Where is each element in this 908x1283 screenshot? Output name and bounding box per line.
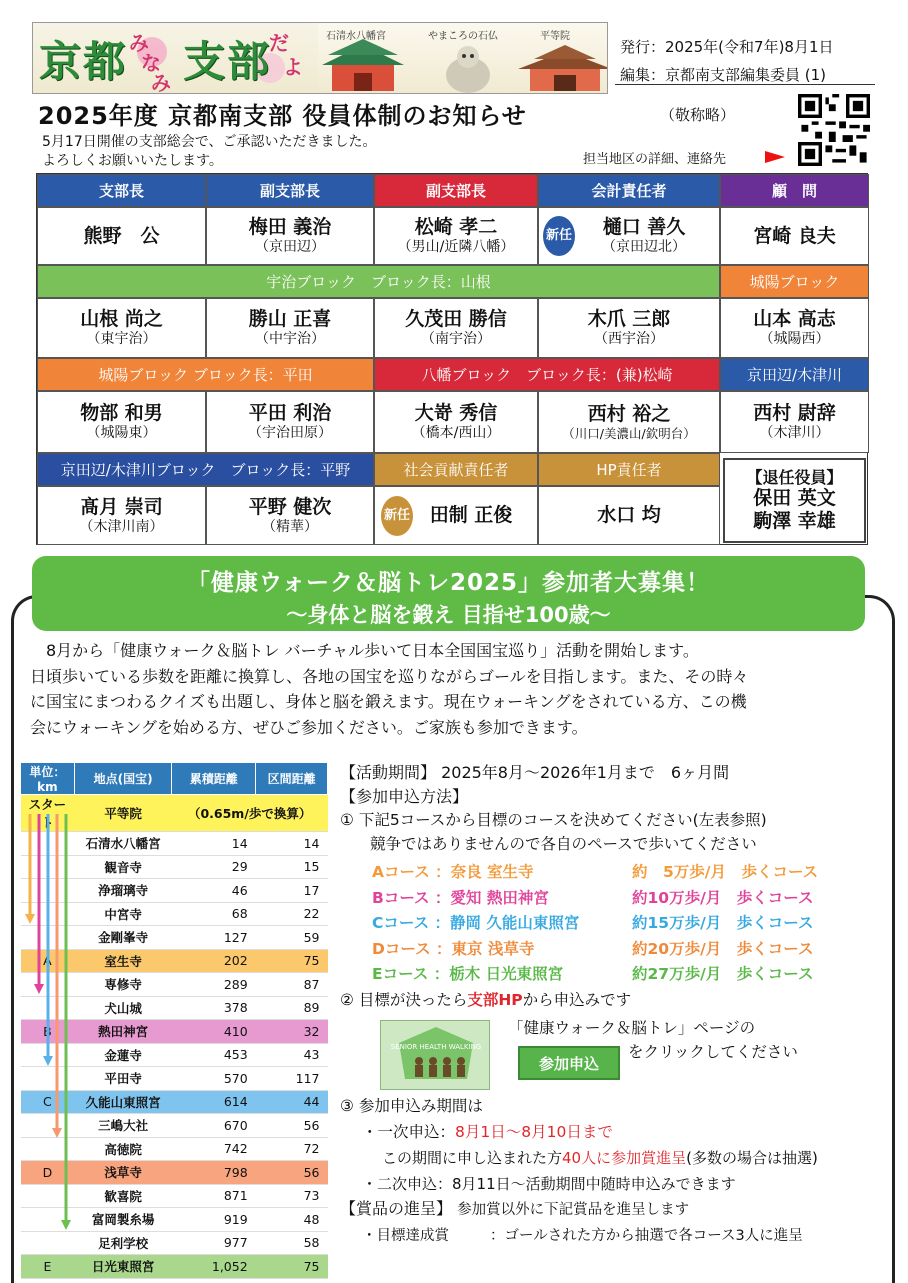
role-header: HP責任者 xyxy=(538,453,720,486)
course-row xyxy=(21,1090,328,1114)
new-badge: 新任 xyxy=(543,216,575,256)
course-mark xyxy=(21,1208,75,1232)
course-row xyxy=(21,1114,328,1138)
segment-distance: 59 xyxy=(256,926,328,950)
place-name: 熱田神宮 xyxy=(74,1020,172,1044)
officer-cell xyxy=(374,298,538,358)
course-mark xyxy=(21,1184,75,1208)
course-row xyxy=(21,879,328,903)
course-mark xyxy=(21,902,75,926)
page-title: 2025年度 京都南支部 役員体制のお知らせ xyxy=(38,102,527,130)
place-name: 金蓮寺 xyxy=(74,1043,172,1067)
place-name: 平田寺 xyxy=(74,1067,172,1091)
place-name: 石清水八幡宮 xyxy=(74,832,172,856)
officer-cell xyxy=(538,207,720,265)
role-header: 副支部長 xyxy=(206,174,374,207)
officer-area: （西宇治） xyxy=(594,331,664,347)
cumulative-distance: 410 xyxy=(172,1020,256,1044)
banner-title: 「健康ウォーク＆脳トレ2025」参加者大募集！ xyxy=(186,570,711,596)
first-application-note xyxy=(382,1148,818,1169)
illustration-caption: やまころの石仏 xyxy=(428,31,498,42)
place-name: 久能山東照宮 xyxy=(74,1090,172,1114)
officer-name: 大嵜 秀信 xyxy=(414,402,498,425)
step-1-note: 競争ではありませんので各自のペースで歩いてください xyxy=(370,835,757,853)
place-name: 浄瑠璃寺 xyxy=(74,879,172,903)
start-label: スタート xyxy=(21,795,75,832)
segment-distance: 48 xyxy=(256,1208,328,1232)
campaign-description xyxy=(30,638,880,740)
officer-cell xyxy=(720,207,869,265)
officer-area: （東宇治） xyxy=(86,331,157,347)
segment-distance: 89 xyxy=(256,996,328,1020)
step-1: ① 下記5コースから目標のコースを決めてください(左表参照) xyxy=(340,811,767,829)
officer-cell xyxy=(206,486,374,545)
block-header: 京田辺/木津川 xyxy=(720,358,869,391)
course-row xyxy=(21,1137,328,1161)
course-mark xyxy=(21,1114,75,1138)
officer-cell xyxy=(538,391,720,453)
course-mark xyxy=(21,1231,75,1255)
officer-name: 久茂田 勝信 xyxy=(405,308,507,331)
logo-char: よ xyxy=(283,55,305,79)
officer-area: （木津川） xyxy=(759,425,830,441)
cumulative-distance: 919 xyxy=(172,1208,256,1232)
first-application-dates: 8月1日～8月10日まで xyxy=(455,1123,613,1141)
role-header: 社会貢献責任者 xyxy=(374,453,538,486)
officer-name: 梅田 義治 xyxy=(248,216,332,239)
officer-area: （城陽西） xyxy=(759,331,830,347)
place-name: 犬山城 xyxy=(74,996,172,1020)
officer-name: 樋口 善久 xyxy=(602,216,686,239)
cumulative-distance: 798 xyxy=(172,1161,256,1185)
walking-people-icon xyxy=(381,1021,491,1091)
place-name: 中宮寺 xyxy=(74,902,172,926)
officer-name: 勝山 正喜 xyxy=(248,308,332,331)
application-method: 【参加申込方法】 xyxy=(340,787,469,806)
place-name: 高徳院 xyxy=(74,1137,172,1161)
col-header: 区間距離 xyxy=(256,763,328,795)
cumulative-distance: 68 xyxy=(172,902,256,926)
step-2 xyxy=(340,990,631,1012)
col-header: 累積距離 xyxy=(172,763,256,795)
course-row xyxy=(21,1161,328,1185)
qr-code-icon[interactable] xyxy=(798,94,870,166)
officer-cell xyxy=(538,486,720,545)
description-line: に国宝にまつわるクイズも出題し、身体と脳を鍛えます。現在ウォーキングをされている方、この機 xyxy=(30,692,747,711)
prize-head: 【賞品の進呈】 xyxy=(340,1199,453,1218)
logo-char: だ xyxy=(269,31,291,55)
campaign-banner xyxy=(32,556,865,631)
course-mark: A xyxy=(21,949,75,973)
officer-name: 田制 正俊 xyxy=(429,504,513,527)
officer-area: （京田辺） xyxy=(255,239,325,255)
cumulative-distance: 614 xyxy=(172,1090,256,1114)
cumulative-distance: 127 xyxy=(172,926,256,950)
course-mark xyxy=(21,1067,75,1091)
block-header: 八幡ブロック ブロック長：(兼)松崎 xyxy=(374,358,720,391)
step-2-post: から申込みです xyxy=(522,991,632,1009)
course-name: Aコース ：奈良 室生寺 xyxy=(372,863,534,881)
banner-subtitle: ～身体と脳を鍛え 目指せ100歳～ xyxy=(286,603,611,627)
course-name: Dコース ：東京 浅草寺 xyxy=(372,939,535,958)
logo-char: 都 xyxy=(83,37,128,86)
cumulative-distance: 1,052 xyxy=(172,1255,256,1279)
place-name: 三嶋大社 xyxy=(74,1114,172,1138)
course-steps: 約10万歩/月 歩くコース xyxy=(632,888,814,907)
course-name: Bコース ：愛知 熱田神宮 xyxy=(372,888,549,907)
goal-award: ・目標達成賞 xyxy=(362,1228,449,1244)
course-table xyxy=(20,762,328,1279)
goal-award-text: ：ゴールされた方から抽選で各コース3人に進呈 xyxy=(490,1228,803,1244)
note-post: (多数の場合は抽選) xyxy=(686,1149,818,1167)
course-row xyxy=(21,996,328,1020)
new-badge: 新任 xyxy=(381,496,413,536)
first-application xyxy=(362,1122,613,1144)
header-divider xyxy=(615,84,875,85)
course-mark xyxy=(21,926,75,950)
course-mark: D xyxy=(21,1161,75,1185)
course-row xyxy=(21,1067,328,1091)
logo-char: な xyxy=(141,51,163,75)
segment-distance: 73 xyxy=(256,1184,328,1208)
logo-char: み xyxy=(151,71,173,94)
course-row xyxy=(21,832,328,856)
officer-area: （川口/美濃山/欽明台） xyxy=(562,425,696,441)
course-steps: 約15万歩/月 歩くコース xyxy=(632,914,814,932)
contact-note: 担当地区の詳細、連絡先 xyxy=(583,152,727,167)
course-steps: 約 5万歩/月 歩くコース xyxy=(632,863,819,881)
officer-area: （中宇治） xyxy=(255,331,325,347)
course-mark xyxy=(21,973,75,997)
segment-distance: 44 xyxy=(256,1090,328,1114)
block-header: 城陽ブロック xyxy=(720,265,869,298)
officer-name: 熊野 公 xyxy=(83,224,160,247)
col-header: 地点(国宝) xyxy=(74,763,172,795)
logo-char: 部 xyxy=(227,37,272,86)
masthead-logo xyxy=(32,22,608,94)
officer-name: 西村 裕之 xyxy=(587,403,671,426)
honorific-note: （敬称略） xyxy=(660,106,736,124)
officer-name: 物部 和男 xyxy=(80,402,163,425)
course-mark: E xyxy=(21,1255,75,1279)
course-name: Cコース ：静岡 久能山東照宮 xyxy=(372,914,580,932)
officer-area: （橋本/西山） xyxy=(411,425,501,441)
officer-name: 木爪 三郎 xyxy=(587,308,671,331)
editor-credit: 編集：京都南支部編集委員 (1) xyxy=(620,66,827,84)
course-row xyxy=(21,855,328,879)
segment-distance: 75 xyxy=(256,1255,328,1279)
place-name: 専修寺 xyxy=(74,973,172,997)
course-row xyxy=(21,1208,328,1232)
course-mark: B xyxy=(21,1020,75,1044)
cumulative-distance: 378 xyxy=(172,996,256,1020)
retired-name: 駒澤 幸雄 xyxy=(753,510,836,533)
course-steps: 約27万歩/月 歩くコース xyxy=(632,965,814,983)
retired-name: 保田 英文 xyxy=(753,487,836,510)
officer-area: （城陽東） xyxy=(86,425,157,441)
officer-cell xyxy=(37,298,206,358)
apply-button[interactable]: 参加申込 xyxy=(518,1046,620,1080)
cumulative-distance: 29 xyxy=(172,855,256,879)
place-name: 室生寺 xyxy=(74,949,172,973)
segment-distance: 17 xyxy=(256,879,328,903)
segment-distance: 22 xyxy=(256,902,328,926)
officer-area: （男山/近隣八幡） xyxy=(397,239,515,255)
course-row xyxy=(21,973,328,997)
retired-title: 【退任役員】 xyxy=(746,468,843,488)
branch-hp-link[interactable]: 支部HP xyxy=(467,991,523,1009)
block-header: 城陽ブロック ブロック長：平田 xyxy=(37,358,374,391)
role-header: 顧 問 xyxy=(720,174,869,207)
description-line: 8月から「健康ウォーク＆脳トレ バーチャル歩いて日本全国国宝巡り」活動を開始します。 xyxy=(30,641,699,660)
logo-char: 京 xyxy=(39,37,84,86)
block-header: 京田辺/木津川ブロック ブロック長：平野 xyxy=(37,453,374,486)
course-mark xyxy=(21,879,75,903)
officer-cell xyxy=(206,207,374,265)
officer-cell xyxy=(720,298,869,358)
note-award: 40人に参加賞進呈 xyxy=(562,1149,687,1167)
place-name: 浅草寺 xyxy=(74,1161,172,1185)
officer-cell xyxy=(374,207,538,265)
segment-distance: 72 xyxy=(256,1137,328,1161)
cumulative-distance: 742 xyxy=(172,1137,256,1161)
hp-thumbnail[interactable] xyxy=(380,1020,490,1090)
segment-distance: 43 xyxy=(256,1043,328,1067)
cumulative-distance: 977 xyxy=(172,1231,256,1255)
course-mark xyxy=(21,1043,75,1067)
col-header: 単位：km xyxy=(21,763,75,795)
officer-area: （木津川南） xyxy=(79,518,164,535)
cumulative-distance: 14 xyxy=(172,832,256,856)
officer-cell xyxy=(37,391,206,453)
segment-distance: 117 xyxy=(256,1067,328,1091)
step-3: ③ 参加申込み期間は xyxy=(340,1097,483,1115)
illustration-caption: 石清水八幡宮 xyxy=(326,31,386,42)
officer-name: 水口 均 xyxy=(597,504,661,527)
role-header: 支部長 xyxy=(37,174,206,207)
officer-grid xyxy=(36,173,868,545)
retired-officers-box xyxy=(723,458,866,543)
block-header: 宇治ブロック ブロック長：山根 xyxy=(37,265,720,298)
officer-name: 山本 高志 xyxy=(753,308,836,331)
prize-text: 参加賞以外に下記賞品を進呈します xyxy=(457,1202,690,1218)
place-name: 歓喜院 xyxy=(74,1184,172,1208)
course-row xyxy=(21,1184,328,1208)
course-row xyxy=(21,902,328,926)
officer-area: （宇治田原） xyxy=(248,425,332,441)
course-row xyxy=(21,1043,328,1067)
officer-cell xyxy=(37,207,206,265)
course-row xyxy=(21,926,328,950)
officer-name: 松崎 孝二 xyxy=(414,216,498,239)
officer-cell xyxy=(374,486,538,545)
intro-line: よろしくお願いいたします。 xyxy=(42,153,223,169)
segment-distance: 58 xyxy=(256,1231,328,1255)
note-pre: この期間に申し込まれた方 xyxy=(382,1149,563,1167)
course-mark xyxy=(21,855,75,879)
prize-heading xyxy=(340,1198,689,1220)
officer-name: 西村 尉辞 xyxy=(753,402,836,425)
start-row xyxy=(21,795,328,832)
illustration-caption: 平等院 xyxy=(540,31,570,42)
segment-distance: 56 xyxy=(256,1114,328,1138)
click-instruction: をクリックしてください xyxy=(628,1043,798,1061)
course-mark xyxy=(21,996,75,1020)
start-note: （0.65m/歩で換算） xyxy=(172,795,328,832)
masthead-title xyxy=(33,23,318,93)
place-name: 富岡製糸場 xyxy=(74,1208,172,1232)
start-place: 平等院 xyxy=(74,795,172,832)
activity-period: 【活動期間】 2025年8月～2026年1月まで 6ヶ月間 xyxy=(340,763,730,782)
cumulative-distance: 46 xyxy=(172,879,256,903)
officer-area: （京田辺北） xyxy=(602,239,686,255)
thumb-caption: SENIOR HEALTH WALKING xyxy=(390,1043,482,1051)
cumulative-distance: 670 xyxy=(172,1114,256,1138)
officer-name: 平野 健次 xyxy=(248,495,332,518)
place-name: 足利学校 xyxy=(74,1231,172,1255)
officer-area: （南宇治） xyxy=(421,331,491,347)
officer-name: 山根 尚之 xyxy=(80,308,163,331)
segment-distance: 14 xyxy=(256,832,328,856)
logo-char: み xyxy=(129,31,151,55)
segment-distance: 15 xyxy=(256,855,328,879)
officer-cell xyxy=(37,486,206,545)
page-name: 「健康ウォーク＆脳トレ」ページの xyxy=(508,1019,756,1037)
issue-date: 発行：2025年(令和7年)8月1日 xyxy=(620,38,834,56)
officer-name: 髙月 崇司 xyxy=(80,495,163,518)
course-name: Eコース ：栃木 日光東照宮 xyxy=(372,965,564,983)
second-application: ・二次申込：8月11日～活動期間中随時申込みできます xyxy=(362,1175,736,1193)
place-name: 金剛峯寺 xyxy=(74,926,172,950)
course-steps: 約20万歩/月 歩くコース xyxy=(632,939,814,958)
segment-distance: 32 xyxy=(256,1020,328,1044)
course-row xyxy=(21,1020,328,1044)
course-row xyxy=(21,1255,328,1279)
segment-distance: 75 xyxy=(256,949,328,973)
arrow-right-icon xyxy=(765,151,785,163)
masthead-illustration xyxy=(318,23,607,93)
officer-cell xyxy=(374,391,538,453)
officer-cell xyxy=(206,298,374,358)
description-line: 会にウォーキングを始める方、ぜひご参加ください。ご家族も参加できます。 xyxy=(30,717,588,737)
first-application-label: ・一次申込： xyxy=(362,1123,456,1141)
cumulative-distance: 570 xyxy=(172,1067,256,1091)
place-name: 日光東照宮 xyxy=(74,1255,172,1279)
officer-cell xyxy=(206,391,374,453)
intro-line: 5月17日開催の支部総会で、ご承認いただきました。 xyxy=(42,134,377,150)
officer-cell xyxy=(720,391,869,453)
course-mark xyxy=(21,832,75,856)
cumulative-distance: 202 xyxy=(172,949,256,973)
description-line: 日頃歩いている歩数を距離に換算し、各地の国宝を巡りながらゴールを目指します。また、その時々 xyxy=(30,666,749,686)
course-row xyxy=(21,949,328,973)
cumulative-distance: 289 xyxy=(172,973,256,997)
step-2-pre: ② 目標が決ったら xyxy=(340,991,468,1009)
officer-name: 平田 利治 xyxy=(248,402,332,425)
cumulative-distance: 453 xyxy=(172,1043,256,1067)
course-mark: C xyxy=(21,1090,75,1114)
course-mark xyxy=(21,1137,75,1161)
place-name: 観音寺 xyxy=(74,855,172,879)
logo-char: 支 xyxy=(183,37,228,86)
officer-name: 宮崎 良夫 xyxy=(753,224,836,247)
course-row xyxy=(21,1231,328,1255)
segment-distance: 56 xyxy=(256,1161,328,1185)
cumulative-distance: 871 xyxy=(172,1184,256,1208)
officer-area: （精華） xyxy=(262,518,318,535)
role-header: 副支部長 xyxy=(374,174,538,207)
officer-cell xyxy=(538,298,720,358)
role-header: 会計責任者 xyxy=(538,174,720,207)
temple-illustration-icon xyxy=(318,37,608,93)
segment-distance: 87 xyxy=(256,973,328,997)
